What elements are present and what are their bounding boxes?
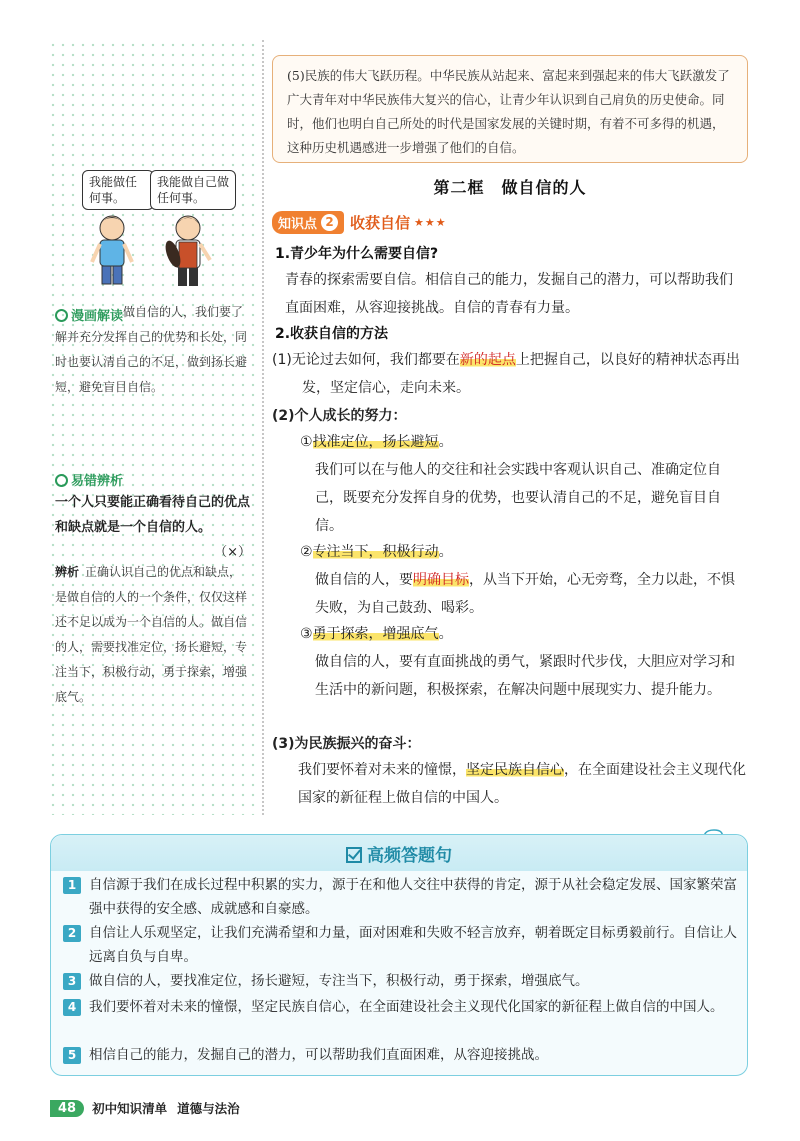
method-2c-heading	[300, 620, 453, 648]
answer-item	[63, 969, 739, 993]
speech-bubble-2: 我能做自己做任何事。	[150, 170, 236, 210]
method-1-highlight: 新的起点	[459, 352, 516, 368]
kp-label: 知识点	[278, 216, 318, 232]
answer-item	[63, 921, 739, 969]
subject-title: 道德与法治	[177, 1101, 240, 1116]
answer-text: 自信源于我们在成长过程中积累的实力，源于在和他人交往中获得的肯定，源于从社会稳定发展、国家繁荣富强中获得的安全感、成就感和自豪感。	[89, 877, 737, 917]
method-2a-num: ①	[300, 434, 313, 450]
method-2b-text	[315, 566, 747, 622]
method-2-heading: (2)个人成长的努力：	[272, 408, 407, 424]
book-title: 初中知识清单	[92, 1101, 168, 1116]
method-3-highlight: 坚定民族自信心	[466, 762, 564, 778]
flight-history-text: (5)民族的伟大飞跃历程。中华民族从站起来、富起来到强起来的伟大飞跃激发了广大青年对中华民族伟大复兴的信心，让青少年认识到自己肩负的历史使命。同时，他们也明白自己所处的时代是国家发展的关键时期，有着不可多得的机遇，这种历史机遇感进一步增强了他们的自信。	[287, 68, 730, 155]
answer-number: 1	[63, 877, 81, 894]
method-2b-heading	[300, 538, 453, 566]
answer-text: 做自信的人，要找准定位，扬长避短，专注当下，积极行动，勇于探索，增强底气。	[89, 973, 589, 989]
method-2b-num: ②	[300, 544, 313, 560]
method-3-pre: 我们要怀着对未来的憧憬，	[298, 762, 466, 778]
error-verdict: （×）	[214, 545, 251, 560]
analysis-label: 辨析	[55, 565, 80, 579]
method-2c-end: 。	[438, 626, 453, 642]
method-3-text	[298, 756, 748, 812]
method-2b-highlight-2: 明确目标	[413, 572, 469, 588]
question-1-answer: 青春的探索需要自信。相信自己的能力，发掘自己的潜力，可以帮助我们直面困难，从容迎接挑战。自信的青春有力量。	[285, 272, 733, 316]
answer-text: 相信自己的能力，发掘自己的潜力，可以帮助我们直面困难，从容迎接挑战。	[89, 1047, 548, 1063]
answer-number: 5	[63, 1047, 81, 1064]
error-label: 易错辨析	[71, 474, 124, 489]
question-2: 2.收获自信的方法	[275, 326, 389, 342]
method-3-heading: (3)为民族振兴的奋斗：	[272, 736, 421, 752]
kp-number: 2	[321, 214, 338, 231]
page-footer	[50, 1097, 240, 1119]
section-title: 第二框 做自信的人	[433, 178, 587, 197]
method-2a-end: 。	[438, 434, 453, 450]
analysis-body: 正确认识自己的优点和缺点，是做自信的人的一个条件，仅仅这样还不足以成为一个自信的人。做自信的人，需要找准定位，扬长避短，专注当下，积极行动，勇于探索，增强底气。	[55, 565, 248, 704]
error-statement: 一个人只要能正确看待自己的优点和缺点就是一个自信的人。	[55, 495, 251, 535]
method-2b-pre: 做自信的人，要	[315, 572, 413, 588]
method-2a-text: 我们可以在与他人的交往和社会实践中客观认识自己、准确定位自己，既要充分发挥自身的优势，也要认清自己的不足，避免盲目自信。	[315, 462, 721, 534]
method-3-post: ，在全面建设社会主义现代化国家的新征程上做自信的中国人。	[298, 762, 746, 806]
answers-title	[51, 841, 747, 866]
method-2b-post: ，从当下开始，心无旁骛，全力以赴，不惧失败，为自己鼓劲、喝彩。	[315, 572, 735, 616]
answer-item	[63, 1043, 739, 1067]
answer-number: 4	[63, 999, 81, 1016]
answer-number: 3	[63, 973, 81, 990]
checkbox-icon	[346, 847, 362, 863]
analysis-text	[55, 560, 251, 710]
answer-text: 我们要怀着对未来的憧憬，坚定民族自信心，在全面建设社会主义现代化国家的新征程上做自信的中国人。	[89, 999, 724, 1015]
method-1-post: 上把握自己，以良好的精神状态再出发，坚定信心，走向未来。	[302, 352, 740, 396]
page-number: 48	[50, 1100, 84, 1117]
method-2b-end: 。	[438, 544, 453, 560]
knowledge-point-badge	[272, 211, 344, 234]
method-1	[272, 346, 748, 402]
comic-interpretation-text: 做自信的人，我们要了解并充分发挥自己的优势和长处，同时也要认清自己的不足，做到扬长避短，避免盲目自信。	[55, 305, 248, 394]
method-2c-num: ③	[300, 626, 313, 642]
question-1: 1.青少年为什么需要自信?	[275, 246, 439, 262]
column-divider	[262, 40, 264, 815]
method-2c-text: 做自信的人，要有直面挑战的勇气，紧跟时代步伐，大胆应对学习和生活中的新问题，积极探索，在解决问题中展现实力、提升能力。	[315, 654, 735, 698]
kp-title: 收获自信	[350, 213, 411, 232]
answers-title-text: 高频答题句	[367, 846, 452, 866]
knowledge-point-header	[272, 211, 447, 233]
method-2a-heading	[300, 428, 453, 456]
method-1-pre: (1)无论过去如何，我们都要在	[272, 352, 460, 368]
error-analysis-heading	[55, 470, 123, 489]
speech-bubble-1: 我能做任何事。	[82, 170, 154, 210]
method-2c-highlight: 勇于探索，增强底气	[312, 626, 439, 642]
comic-figures-icon	[30, 130, 230, 295]
method-2b-highlight: 专注当下，积极行动	[312, 544, 439, 560]
comic-label: 漫画解读	[71, 309, 124, 324]
answer-text: 自信让人乐观坚定，让我们充满希望和力量，面对困难和失败不轻言放弃，朝着既定目标勇毅前行。自信让人远离自负与自卑。	[89, 925, 737, 965]
answer-item	[63, 873, 739, 921]
answer-number: 2	[63, 925, 81, 942]
magnifier-icon	[55, 474, 68, 487]
star-rating-icon: ★★★	[414, 215, 447, 229]
answer-item	[63, 995, 739, 1019]
high-frequency-answers-box	[50, 834, 748, 1076]
comic-illustration	[30, 130, 230, 295]
flight-history-box	[272, 55, 748, 163]
method-2a-highlight: 找准定位，扬长避短	[312, 434, 439, 450]
